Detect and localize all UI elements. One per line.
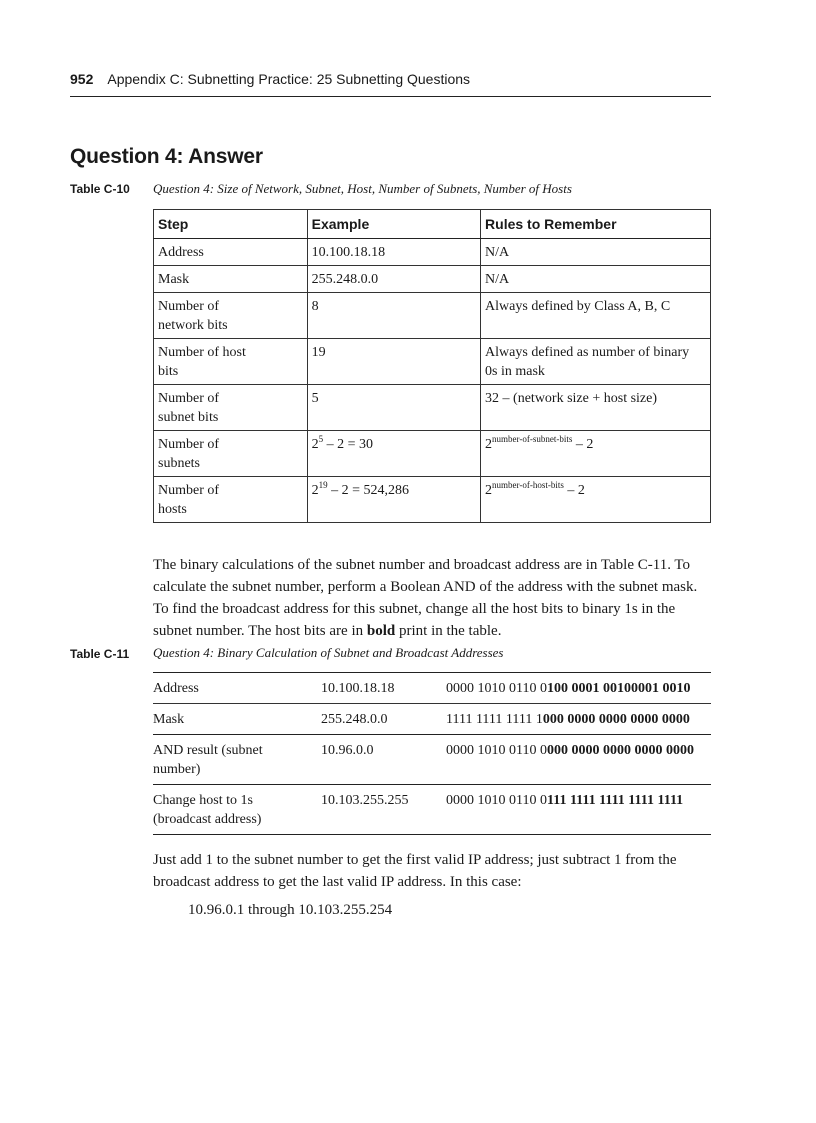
formula-rest: – 2 = 30: [323, 437, 374, 452]
cell-example: [307, 431, 480, 477]
cell-rule-text: Always defined as number of binary 0s in mask: [485, 345, 690, 379]
header-example: Example: [307, 210, 480, 239]
formula-rest: – 2: [563, 483, 585, 498]
row-name: Mask: [153, 712, 185, 727]
table-row: [154, 477, 711, 523]
table-c11-caption: Question 4: Binary Calculation of Subnet and Broadcast Addresses: [153, 645, 504, 660]
cell-step-text: Number of network bits: [158, 299, 228, 333]
table-row: [153, 704, 711, 734]
cell-rule: N/A: [481, 239, 711, 266]
binary-plain: 0000 1010 0110 0: [446, 681, 547, 696]
row-name-text: Change host to 1s (broadcast address): [153, 793, 262, 827]
row-name: Address: [153, 681, 199, 696]
page-number: 952: [70, 71, 94, 87]
cell-step: [154, 431, 308, 477]
cell-example: 5: [307, 385, 480, 431]
table-row: [154, 266, 711, 293]
table-row: [154, 385, 711, 431]
body-paragraph: [153, 554, 715, 642]
table-c11-label: Table C-11: [70, 647, 130, 661]
table-row: [154, 239, 711, 266]
power-base: 2: [485, 437, 493, 452]
row-name-text: AND result (subnet number): [153, 743, 263, 777]
cell-step: Address: [154, 239, 308, 266]
formula-rest: – 2 = 524,286: [327, 483, 410, 498]
power-exponent: number-of-subnet-bits: [492, 434, 573, 444]
cell-step: [154, 293, 308, 339]
table-c10-header-row: [154, 210, 711, 239]
power-exponent: 5: [318, 434, 324, 444]
table-row: [154, 339, 711, 385]
header-step: Step: [154, 210, 308, 239]
table-rule: [153, 834, 711, 835]
binary-plain: 1111 1111 1111 1: [446, 712, 543, 727]
header-rule: [70, 96, 711, 97]
binary-host-bits: 111 1111 1111 1111 1111: [546, 793, 684, 808]
cell-step-text: Number of hosts: [158, 483, 220, 517]
cell-step: [154, 339, 308, 385]
row-name: [153, 791, 321, 829]
paragraph-bold-word: bold: [366, 623, 396, 639]
table-row: [154, 293, 711, 339]
cell-example: 19: [307, 339, 480, 385]
section-heading: Question 4: Answer: [70, 145, 263, 168]
running-title: Appendix C: Subnetting Practice: 25 Subnetting Questions: [107, 71, 471, 87]
row-value: 10.100.18.18: [321, 681, 395, 696]
cell-example: 255.248.0.0: [307, 266, 480, 293]
row-binary: [446, 741, 711, 779]
table-row: [154, 431, 711, 477]
cell-rule: Always defined by Class A, B, C: [481, 293, 711, 339]
binary-plain: 0000 1010 0110 0: [446, 743, 547, 758]
table-row: [153, 673, 711, 703]
cell-example: 10.100.18.18: [307, 239, 480, 266]
row-name: [153, 741, 321, 779]
cell-step-text: Number of subnet bits: [158, 391, 220, 425]
running-header: [70, 71, 710, 87]
power-base: 2: [311, 437, 319, 452]
table-c10: [153, 209, 711, 523]
cell-example: 8: [307, 293, 480, 339]
cell-step-text: Number of host bits: [158, 345, 246, 379]
cell-step: Mask: [154, 266, 308, 293]
binary-host-bits: 000 0000 0000 0000 0000: [542, 712, 690, 727]
power-exponent: 19: [318, 480, 328, 490]
body-paragraph: Just add 1 to the subnet number to get the first valid IP address; just subtract 1 from the broadcast address to get the last valid IP address. In this case:: [153, 852, 677, 890]
power-base: 2: [485, 483, 493, 498]
cell-step: [154, 385, 308, 431]
table-c11: [153, 672, 711, 835]
paragraph-text: print in the table.: [395, 623, 502, 639]
table-c10-label: Table C-10: [70, 182, 130, 196]
cell-step: [154, 477, 308, 523]
table-row: [153, 785, 711, 834]
row-value: 10.103.255.255: [321, 793, 409, 808]
cell-step-text: Number of subnets: [158, 437, 220, 471]
header-rules: Rules to Remember: [481, 210, 711, 239]
cell-rule: [481, 431, 711, 477]
formula-rest: – 2: [572, 437, 594, 452]
row-binary: [446, 791, 711, 829]
power-exponent: number-of-host-bits: [492, 480, 564, 490]
cell-rule: [481, 477, 711, 523]
table-c10-caption: Question 4: Size of Network, Subnet, Host, Number of Subnets, Number of Hosts: [153, 181, 572, 196]
binary-host-bits: 000 0000 0000 0000 0000: [546, 743, 694, 758]
cell-rule: N/A: [481, 266, 711, 293]
row-value: 255.248.0.0: [321, 712, 388, 727]
row-binary: [446, 679, 711, 698]
cell-example: [307, 477, 480, 523]
cell-rule: 32 – (network size + host size): [481, 385, 711, 431]
address-range: 10.96.0.1 through 10.103.255.254: [188, 902, 393, 918]
binary-host-bits: 100 0001 00100001 0010: [546, 681, 691, 696]
binary-plain: 0000 1010 0110 0: [446, 793, 547, 808]
table-row: [153, 735, 711, 784]
power-base: 2: [311, 483, 319, 498]
paragraph-text: The binary calculations of the subnet number and broadcast address are in Table C-11. To calculate the subnet number, perform a Boolean AND of the address with the subnet mask. To find the broadcast address for this subnet, change all the host bits to binary 1s in the subnet number. The host bits are in: [153, 557, 698, 639]
row-value: 10.96.0.0: [321, 743, 374, 758]
cell-rule: [481, 339, 711, 385]
row-binary: [446, 710, 711, 729]
